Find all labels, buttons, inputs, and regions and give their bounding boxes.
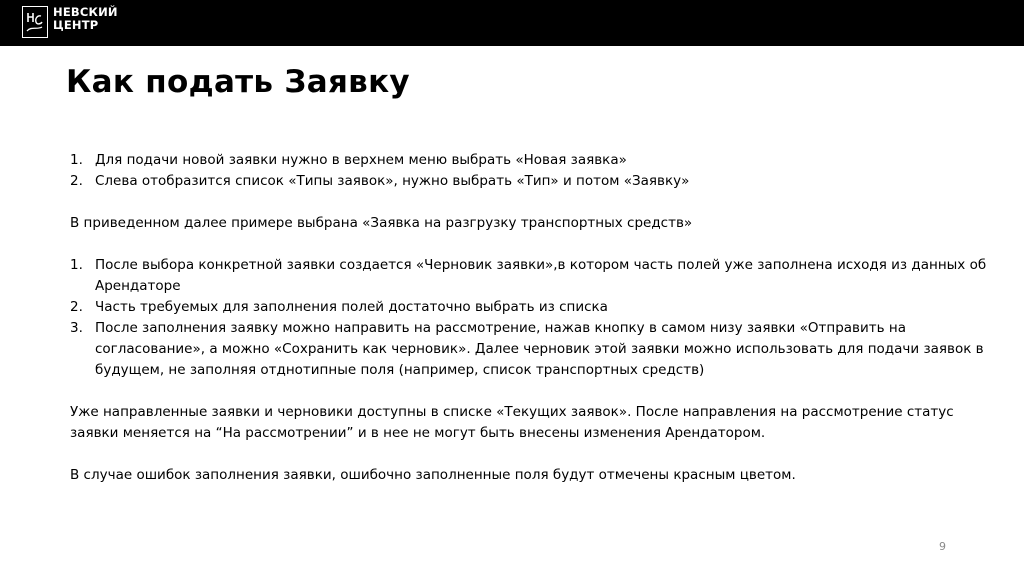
logo-text-line2: ЦЕНТР xyxy=(53,18,99,32)
spacer xyxy=(70,381,1000,402)
page-title: Как подать Заявку xyxy=(66,64,410,100)
spacer xyxy=(70,234,1000,255)
list-item xyxy=(70,150,1000,171)
logo-text-line1: НЕВСКИЙ xyxy=(53,5,118,19)
list-item-text: Часть требуемых для заполнения полей достаточно выбрать из списка xyxy=(95,299,608,315)
logo-text xyxy=(53,6,118,32)
list-item-number: 1. xyxy=(70,152,83,168)
list-item xyxy=(70,255,1000,297)
logo-icon xyxy=(22,6,48,38)
list-item-text: После заполнения заявку можно направить на рассмотрение, нажав кнопку в самом низу заявки «Отправить на согласование», а можно «Сохранить как черновик». Далее черновик этой заявки можно использовать для подачи заявок в будущем, не заполняя отднотипные поля (например, список транспортных средств) xyxy=(95,320,984,378)
list-item xyxy=(70,318,1000,381)
list-item-number: 3. xyxy=(70,320,83,336)
submitted-paragraph: Уже направленные заявки и черновики доступны в списке «Текущих заявок». После направления на рассмотрение статус заявки меняется на “На рассмотрении” и в нее не могут быть внесены изменения Арендатором. xyxy=(70,404,954,441)
errors-paragraph: В случае ошибок заполнения заявки, ошибочно заполненные поля будут отмечены красным цветом. xyxy=(70,467,796,483)
list-item-number: 2. xyxy=(70,299,83,315)
page-number: 9 xyxy=(939,540,946,553)
header-bar xyxy=(0,0,1024,46)
list-item-text: После выбора конкретной заявки создается «Черновик заявки»,в котором часть полей уже заполнена исходя из данных об Арендаторе xyxy=(95,257,987,294)
list-item-number: 1. xyxy=(70,257,83,273)
example-paragraph: В приведенном далее примере выбрана «Заявка на разгрузку транспортных средств» xyxy=(70,215,693,231)
list-item-text: Для подачи новой заявки нужно в верхнем меню выбрать «Новая заявка» xyxy=(95,152,627,168)
spacer xyxy=(70,444,1000,465)
steps-list-draft xyxy=(70,255,1000,381)
steps-list-submit xyxy=(70,150,1000,192)
list-item xyxy=(70,297,1000,318)
list-item xyxy=(70,171,1000,192)
slide-content xyxy=(70,150,1000,486)
spacer xyxy=(70,192,1000,213)
list-item-text: Слева отобразится список «Типы заявок», нужно выбрать «Тип» и потом «Заявку» xyxy=(95,173,690,189)
list-item-number: 2. xyxy=(70,173,83,189)
